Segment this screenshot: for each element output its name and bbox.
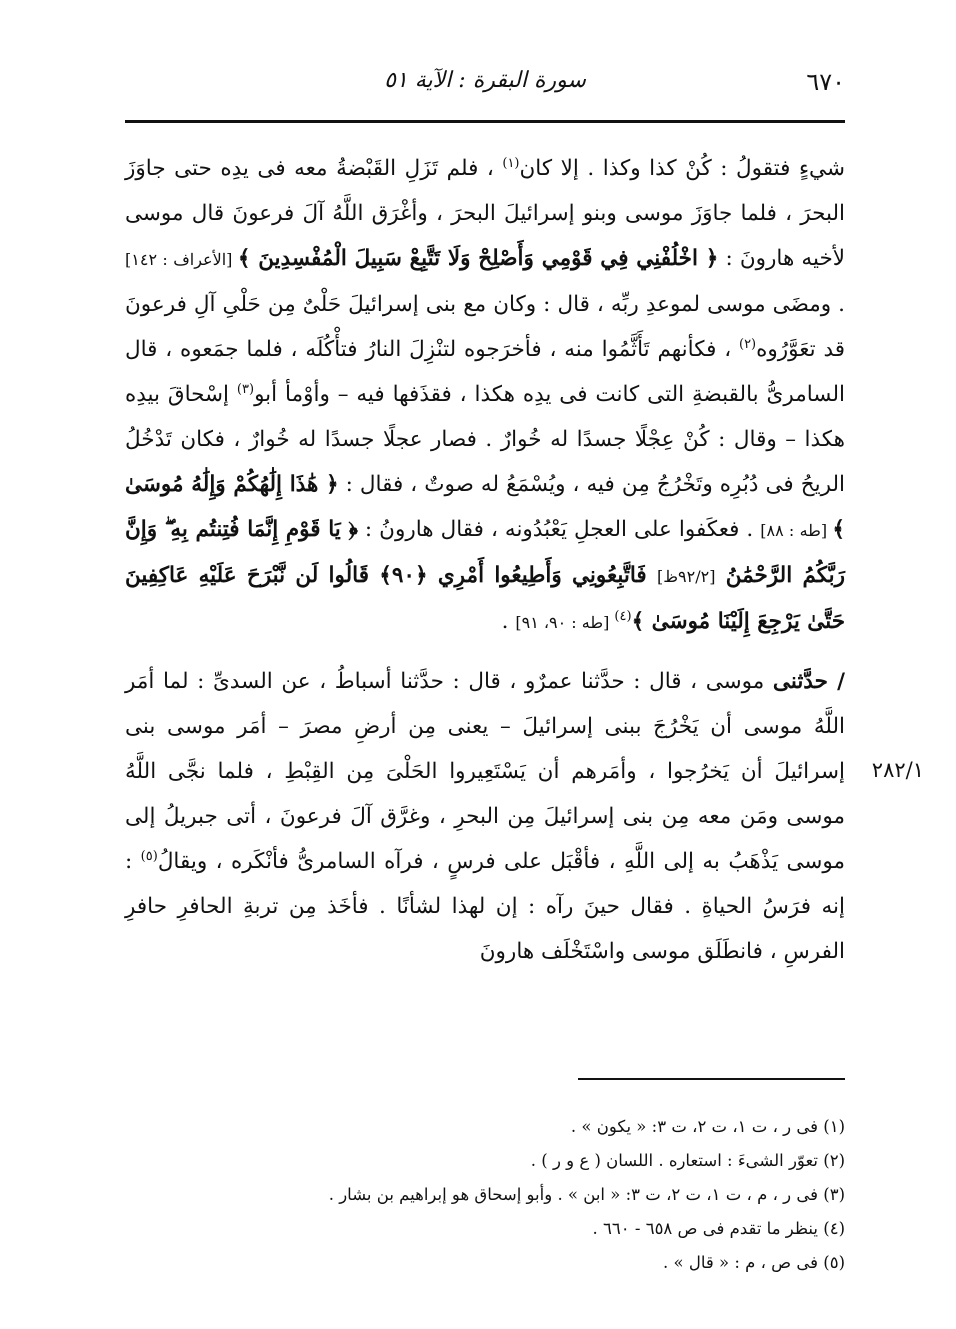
quran-verse: ﴿ هَٰذَا إِلَٰهُكُمْ وَإِلَٰهُ مُوسَىٰ ﴾ bbox=[125, 472, 846, 542]
hadith-lead: / حدَّثنى bbox=[772, 669, 845, 694]
text-run: : إنه فرَسُ الحياةِ . فقال حينَ رآه : إن لهذا لشأنًا . فأخَذ مِن تربةِ الحافرِ حافرِ الفرسِ ، فانطَلَق موسى واسْتَخْلَف هارونَ bbox=[125, 849, 845, 964]
text-run: إسْحاقَ بيدِه هكذا – وقال : كُنْ عِجْلًا جسدًا له خُوارٌ . فصار عجلًا جسدًا له خُوارٌ ، فكان تَدْخُلُ الريحُ فى دُبُرِه وتَخْرُجُ مِن فيه ، ويُسْمَعُ له صوتٌ ، فقال : bbox=[125, 382, 846, 497]
verse-reference: [الأعراف : ١٤٢] bbox=[125, 250, 238, 269]
text-run: . ومضَى موسى لموعدِ ربِّه ، قال : وكان مع بنى إسرائيلَ حَلْىٌ مِن حَلْىِ آلِ فرعونَ قد تعَوَّرُوه bbox=[125, 292, 846, 362]
footnote-ref-1: (١) bbox=[502, 155, 520, 171]
page-header bbox=[125, 68, 845, 102]
quran-verse: فَاتَّبِعُونِي وَأَطِيعُوا أَمْرِي ﴿٩٠﴾ قَالُوا لَن نَّبْرَحَ عَلَيْهِ عَاكِفِينَ حَتَّىٰ يَرْجِعَ إِلَيْنَا مُوسَىٰ ﴾ bbox=[125, 563, 845, 634]
footnote-ref-2: (٢) bbox=[738, 336, 757, 352]
paragraph-1 bbox=[125, 146, 845, 645]
quran-verse: ﴿ اخْلُفْنِي فِي قَوْمِي وَأَصْلِحْ وَلَا تَتَّبِعْ سَبِيلَ الْمُفْسِدِينَ ﴾ bbox=[237, 246, 719, 271]
text-run: شيءٍ فتقولُ : كُنْ كذا وكذا . إلا كان bbox=[519, 156, 845, 181]
paragraph-2 bbox=[125, 659, 845, 974]
margin-note: ٢٨٢/١ bbox=[871, 758, 924, 782]
verse-reference: [طه : ٨٨] bbox=[760, 521, 833, 540]
running-head: سورة البقرة : الآية ٥١ bbox=[384, 68, 586, 93]
footnote-2: (٢) تعوّر الشىءَ : استعاره . اللسان ( ع و ر ) . bbox=[530, 1151, 845, 1170]
text-run: ، فلم تَزَلِ القَبْضةُ معه فى يدِه حتى جاوَزَ البحرَ ، فلما جاوَزَ موسى وبنو إسرائيلَ البحرَ ، وأغْرَق اللَّهُ آلَ فرعونَ قال موسى لأخيه هارونَ : bbox=[125, 156, 845, 271]
text-run: . bbox=[501, 609, 516, 634]
text-run: موسى ، قال : حدَّثنا عمرٌو ، قال : حدَّثنا أسباطُ ، عن السدىِّ : لما أمَر اللَّهُ موسى أن يَخْرُجَ ببنى إسرائيلَ – يعنى مِن أرضِ مصرَ – أمَر موسى بنى إسرائيلَ أن يَخرُجوا ، وأمَرهم أن يَسْتَعِيروا الحَلْىَ مِن القِبْطِ ، فلما نجَّى اللَّهُ موسى ومَن معه مِن بنى إسرائيلَ مِن البحرِ ، وغرَّق آلَ فرعونَ ، أتى جبريلُ إلى موسى يَذْهَبُ به إلى اللَّهِ ، فأقْبَل على فرسٍ ، فرآه السامرىُّ فأنْكَره ، ويقالُ bbox=[125, 669, 846, 874]
manuscript-reference: [٩٢/٢ظ] bbox=[656, 567, 716, 586]
text-run: . فعكَفوا على العجلِ يَعْبُدُونه ، فقال هارونُ : bbox=[357, 517, 761, 542]
footnote-ref-5: (٥) bbox=[140, 848, 158, 864]
footnote-3: (٣) فى ر ، م ، ت ١، ت ٢، ت ٣: « ابن » . وأبو إسحاق هو إبراهيم بن بشار . bbox=[328, 1185, 845, 1204]
footnote-4: (٤) ينظر ما تقدم فى ص ٦٥٨ - ٦٦٠ . bbox=[592, 1219, 845, 1238]
text-run: ، فكأنهم تَأَثَّمُوا منه ، فأخرَجوه لتنْزِلَ النارُ فتأْكُلَه ، فلما جمَعوه ، قال السامرىُّ بالقبضةِ التى كانت فى يدِه هكذا ، فقذَفها فيه – وأوْمأ أبو bbox=[125, 337, 845, 407]
verse-reference: [طه : ٩٠، ٩١] bbox=[515, 613, 615, 632]
footnotes bbox=[125, 1110, 845, 1280]
footnote-ref-3: (٣) bbox=[236, 381, 255, 397]
footnote-5: (٥) فى ص ، م : « قال » . bbox=[663, 1253, 845, 1272]
footnote-rule bbox=[578, 1078, 845, 1080]
header-rule bbox=[125, 120, 845, 123]
footnote-ref-4: (٤) bbox=[614, 608, 632, 624]
quran-verse: ﴿ يَا قَوْمِ إِنَّمَا فُتِنتُم بِهِ ۖ وَإِنَّ رَبَّكُمُ الرَّحْمَٰنُ bbox=[125, 517, 846, 588]
page-number: ٦٧٠ bbox=[806, 68, 845, 96]
main-text bbox=[125, 146, 845, 974]
footnote-1: (١) فى ر ، ت ١، ت ٢، ت ٣: « يكون » . bbox=[570, 1117, 845, 1136]
